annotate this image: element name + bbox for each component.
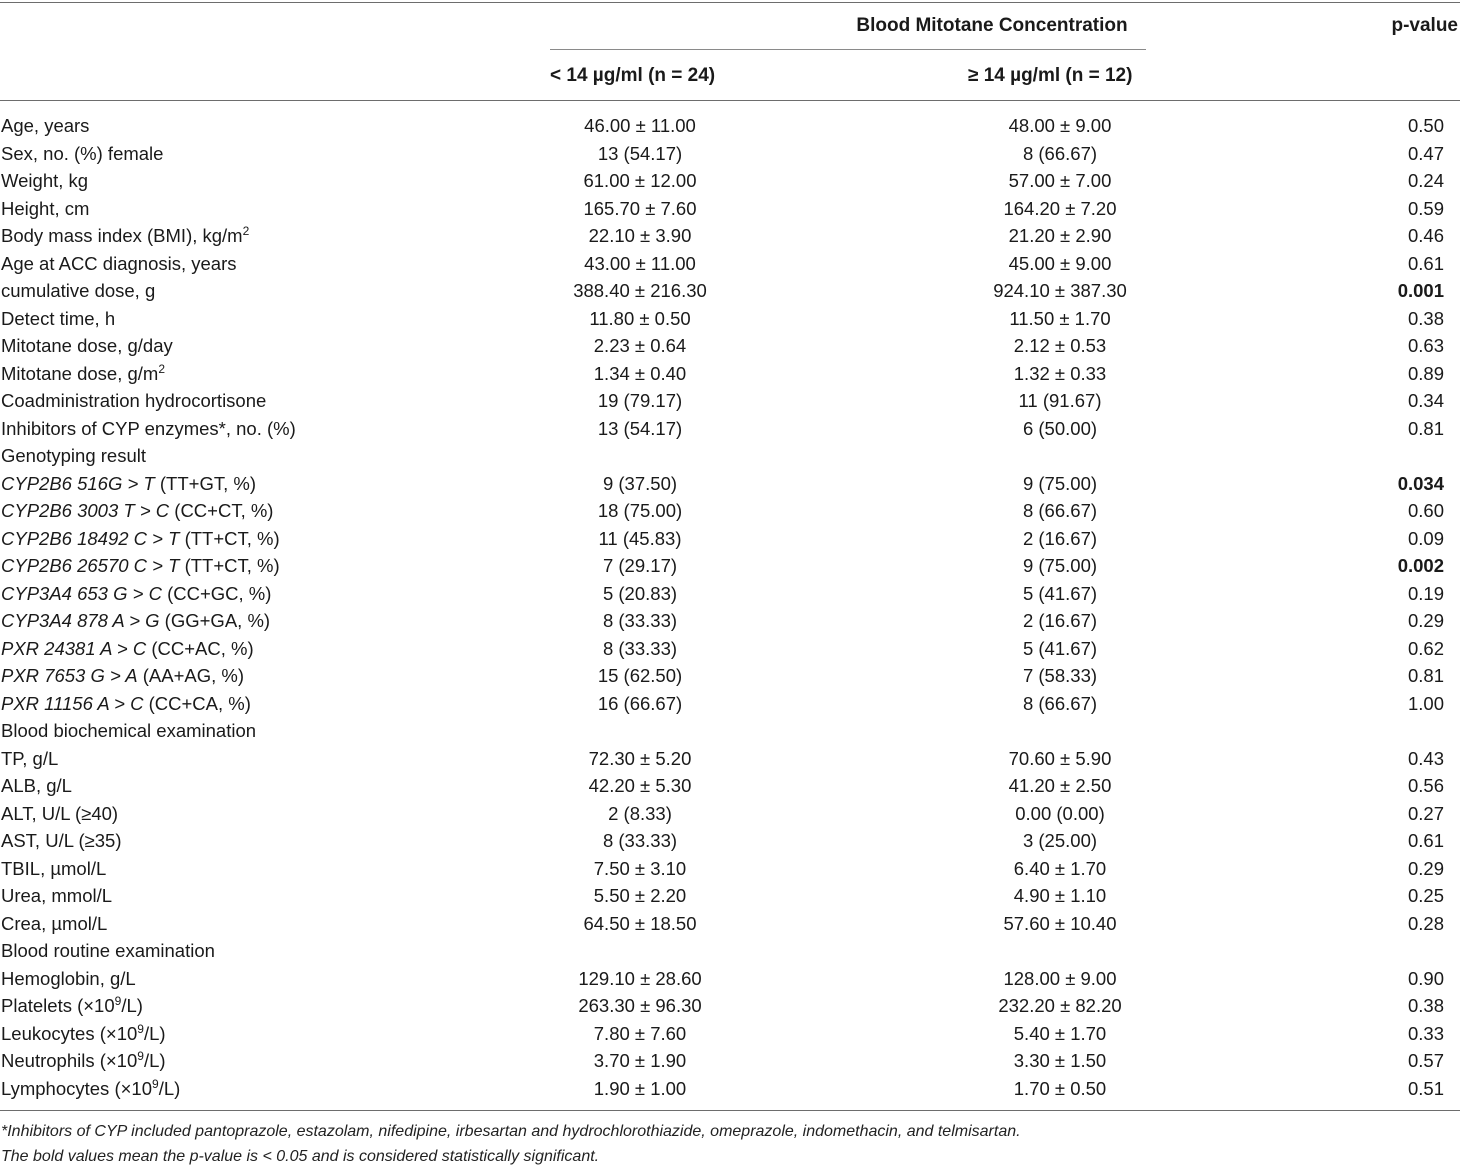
section-label bbox=[1, 442, 146, 470]
p-value: 0.46 bbox=[1407, 225, 1444, 246]
p-value: 0.60 bbox=[1407, 500, 1444, 521]
row-label bbox=[1, 1075, 180, 1103]
p-value: 0.28 bbox=[1407, 912, 1444, 934]
gene-variant: CYP3A4 653 G > C bbox=[1, 582, 162, 604]
row-label-text: (TT+GT, %) bbox=[154, 472, 256, 494]
row-label bbox=[1, 305, 115, 333]
row-label bbox=[1, 965, 136, 993]
gene-variant: PXR 7653 G > A bbox=[1, 665, 138, 686]
row-label bbox=[1, 1047, 166, 1075]
value-low-group: 61.00 ± 12.00 bbox=[583, 170, 697, 191]
table-row bbox=[0, 965, 1460, 993]
table-bottom-rule bbox=[0, 1110, 1460, 1111]
row-label-text: (CC+GC, %) bbox=[161, 582, 272, 604]
table-row bbox=[0, 360, 1460, 388]
gene-variant: PXR 24381 A > C bbox=[1, 637, 147, 659]
row-label bbox=[1, 607, 270, 635]
p-value: 0.61 bbox=[1407, 830, 1444, 851]
gene-variant: CYP2B6 516G > T bbox=[1, 472, 155, 494]
section-label bbox=[1, 937, 215, 965]
table-row bbox=[0, 167, 1460, 195]
row-label bbox=[1, 827, 122, 855]
value-high-group: 57.00 ± 7.00 bbox=[1008, 170, 1112, 191]
row-label bbox=[1, 112, 89, 140]
value-high-group: 2 (16.67) bbox=[1022, 610, 1098, 631]
p-value: 0.57 bbox=[1407, 1050, 1444, 1071]
row-label-text: (CC+CT, %) bbox=[169, 500, 274, 521]
section-row bbox=[0, 442, 1460, 470]
p-value: 0.62 bbox=[1407, 637, 1444, 659]
value-low-group: 22.10 ± 3.90 bbox=[588, 225, 692, 246]
table-row bbox=[0, 635, 1460, 663]
value-high-group: 3 (25.00) bbox=[1022, 830, 1098, 851]
gene-variant: PXR 11156 A > C bbox=[1, 692, 144, 714]
value-low-group: 8 (33.33) bbox=[602, 830, 678, 851]
value-low-group: 8 (33.33) bbox=[602, 637, 678, 659]
row-label bbox=[1, 525, 280, 553]
row-label-text: Inhibitors of CYP enzymes*, no. (%) bbox=[1, 417, 296, 439]
value-low-group: 11.80 ± 0.50 bbox=[589, 307, 691, 329]
p-value: 0.33 bbox=[1407, 1022, 1444, 1044]
value-low-group: 1.34 ± 0.40 bbox=[593, 362, 687, 384]
value-low-group: 388.40 ± 216.30 bbox=[573, 280, 707, 301]
row-label bbox=[1, 690, 251, 718]
value-low-group: 7.50 ± 3.10 bbox=[593, 857, 687, 879]
row-label-text: (TT+CT, %) bbox=[179, 555, 280, 576]
row-label-text: Hemoglobin, g/L bbox=[1, 967, 136, 989]
table-row bbox=[0, 855, 1460, 883]
value-low-group: 2.23 ± 0.64 bbox=[593, 335, 687, 356]
table-top-rule bbox=[0, 2, 1460, 3]
value-high-group: 924.10 ± 387.30 bbox=[993, 280, 1127, 301]
row-label-text: (GG+GA, %) bbox=[159, 610, 271, 631]
table-row bbox=[0, 1020, 1460, 1048]
row-label bbox=[1, 222, 249, 250]
row-label-tail: /L) bbox=[143, 1022, 166, 1044]
p-value: 0.25 bbox=[1407, 885, 1444, 906]
table-row bbox=[0, 305, 1460, 333]
table-row bbox=[0, 415, 1460, 443]
table-row bbox=[0, 800, 1460, 828]
row-label-text: Detect time, h bbox=[1, 307, 116, 329]
table-row bbox=[0, 1047, 1460, 1075]
superscript: 9 bbox=[152, 1076, 159, 1091]
row-label bbox=[1, 662, 244, 690]
value-high-group: 57.60 ± 10.40 bbox=[1003, 912, 1117, 934]
superscript: 9 bbox=[137, 1049, 144, 1063]
table-row bbox=[0, 580, 1460, 608]
value-low-group: 7.80 ± 7.60 bbox=[593, 1022, 687, 1044]
row-label bbox=[1, 195, 89, 223]
value-low-group: 5.50 ± 2.20 bbox=[593, 885, 687, 906]
value-high-group: 5 (41.67) bbox=[1022, 582, 1098, 604]
value-high-group: 8 (66.67) bbox=[1022, 692, 1098, 714]
p-value: 0.89 bbox=[1407, 362, 1444, 384]
value-high-group: 11 (91.67) bbox=[1018, 390, 1102, 411]
gene-variant: CYP2B6 26570 C > T bbox=[1, 555, 180, 576]
row-label-text: cumulative dose, g bbox=[1, 280, 156, 301]
row-label bbox=[1, 497, 273, 525]
value-low-group: 165.70 ± 7.60 bbox=[583, 197, 697, 219]
row-label bbox=[1, 552, 280, 580]
row-label-text: Leukocytes (×10 bbox=[1, 1022, 138, 1044]
row-label-text: Mitotane dose, g/day bbox=[1, 335, 173, 356]
row-label-text: Blood biochemical examination bbox=[1, 720, 257, 741]
row-label bbox=[1, 277, 155, 305]
value-high-group: 5 (41.67) bbox=[1022, 637, 1098, 659]
value-high-group: 128.00 ± 9.00 bbox=[1003, 967, 1117, 989]
value-high-group: 45.00 ± 9.00 bbox=[1008, 252, 1112, 274]
footnote-bold: The bold values mean the p-value is < 0.05 and is considered statistically significant. bbox=[1, 1148, 600, 1165]
row-label bbox=[1, 415, 296, 443]
row-label-text: Urea, mmol/L bbox=[1, 885, 113, 906]
value-high-group: 48.00 ± 9.00 bbox=[1008, 115, 1112, 136]
row-label-text: Platelets (×10 bbox=[1, 995, 115, 1016]
value-high-group: 1.32 ± 0.33 bbox=[1013, 362, 1107, 384]
value-low-group: 129.10 ± 28.60 bbox=[578, 967, 702, 989]
value-low-group: 263.30 ± 96.30 bbox=[578, 995, 702, 1016]
value-high-group: 164.20 ± 7.20 bbox=[1003, 197, 1117, 219]
row-label-text: (CC+CA, %) bbox=[143, 692, 251, 714]
row-label bbox=[1, 387, 266, 415]
row-label-text: Sex, no. (%) female bbox=[1, 142, 164, 164]
gene-variant: CYP2B6 18492 C > T bbox=[1, 527, 180, 549]
row-label bbox=[1, 635, 254, 663]
table-row bbox=[0, 525, 1460, 553]
value-low-group: 13 (54.17) bbox=[597, 142, 683, 164]
row-label-text: (TT+CT, %) bbox=[179, 527, 280, 549]
row-label-text: TBIL, µmol/L bbox=[1, 857, 107, 879]
group-header-rule bbox=[550, 49, 1146, 50]
column-header-high: ≥ 14 µg/ml (n = 12) bbox=[968, 65, 1133, 86]
p-value: 0.59 bbox=[1407, 197, 1444, 219]
row-label bbox=[1, 745, 58, 773]
row-label-text: ALT, U/L (≥40) bbox=[1, 802, 119, 824]
value-low-group: 46.00 ± 11.00 bbox=[584, 115, 696, 136]
value-low-group: 64.50 ± 18.50 bbox=[583, 912, 697, 934]
row-label bbox=[1, 332, 173, 360]
p-value: 1.00 bbox=[1407, 692, 1444, 714]
value-low-group: 42.20 ± 5.30 bbox=[588, 775, 692, 796]
value-low-group: 11 (45.83) bbox=[598, 527, 682, 549]
value-low-group: 16 (66.67) bbox=[597, 692, 683, 714]
superscript: 9 bbox=[137, 1021, 144, 1036]
value-low-group: 2 (8.33) bbox=[608, 802, 672, 824]
table-row bbox=[0, 827, 1460, 855]
table-row bbox=[0, 992, 1460, 1020]
value-low-group: 19 (79.17) bbox=[597, 390, 683, 411]
p-value: 0.29 bbox=[1407, 610, 1444, 631]
group-header: Blood Mitotane Concentration bbox=[856, 15, 1128, 36]
table-row bbox=[0, 910, 1460, 938]
table-row bbox=[0, 690, 1460, 718]
section-row bbox=[0, 717, 1460, 745]
p-value: 0.38 bbox=[1407, 307, 1444, 329]
superscript: 9 bbox=[114, 994, 122, 1008]
row-label bbox=[1, 882, 112, 910]
column-header-low: < 14 µg/ml (n = 24) bbox=[550, 65, 716, 86]
row-label-text: Height, cm bbox=[1, 197, 90, 219]
table-row bbox=[0, 387, 1460, 415]
table-row bbox=[0, 662, 1460, 690]
value-low-group: 3.70 ± 1.90 bbox=[593, 1050, 687, 1071]
value-high-group: 70.60 ± 5.90 bbox=[1008, 747, 1112, 769]
value-high-group: 21.20 ± 2.90 bbox=[1008, 225, 1112, 246]
row-label-text: TP, g/L bbox=[1, 747, 59, 769]
row-label-tail: /L) bbox=[158, 1077, 181, 1099]
value-high-group: 1.70 ± 0.50 bbox=[1013, 1077, 1107, 1099]
superscript: 2 bbox=[242, 224, 250, 238]
row-label-text: Lymphocytes (×10 bbox=[1, 1077, 152, 1099]
table-row bbox=[0, 332, 1460, 360]
row-label bbox=[1, 800, 118, 828]
p-value: 0.001 bbox=[1397, 280, 1444, 301]
table-row bbox=[0, 222, 1460, 250]
table-row bbox=[0, 195, 1460, 223]
row-label-text: Coadministration hydrocortisone bbox=[1, 390, 267, 411]
row-label-text: ALB, g/L bbox=[1, 775, 72, 796]
table-row bbox=[0, 112, 1460, 140]
table-row bbox=[0, 882, 1460, 910]
value-low-group: 15 (62.50) bbox=[597, 665, 683, 686]
row-label bbox=[1, 470, 256, 498]
value-high-group: 8 (66.67) bbox=[1022, 142, 1098, 164]
table-row bbox=[0, 140, 1460, 168]
table-row bbox=[0, 470, 1460, 498]
p-value: 0.24 bbox=[1407, 170, 1444, 191]
p-value: 0.51 bbox=[1407, 1077, 1444, 1099]
row-label bbox=[1, 580, 271, 608]
value-high-group: 2.12 ± 0.53 bbox=[1013, 335, 1107, 356]
table-body bbox=[0, 112, 1460, 1102]
gene-variant: CYP2B6 3003 T > C bbox=[1, 500, 170, 521]
value-high-group: 3.30 ± 1.50 bbox=[1013, 1050, 1107, 1071]
value-high-group: 2 (16.67) bbox=[1022, 527, 1098, 549]
row-label-text: Neutrophils (×10 bbox=[1, 1050, 138, 1071]
value-high-group: 7 (58.33) bbox=[1022, 665, 1098, 686]
value-high-group: 4.90 ± 1.10 bbox=[1013, 885, 1107, 906]
row-label bbox=[1, 1020, 166, 1048]
row-label bbox=[1, 855, 106, 883]
p-value: 0.50 bbox=[1407, 115, 1444, 136]
value-low-group: 72.30 ± 5.20 bbox=[588, 747, 692, 769]
row-label bbox=[1, 992, 143, 1020]
row-label-text: AST, U/L (≥35) bbox=[1, 830, 122, 851]
row-label-text: Blood routine examination bbox=[1, 940, 215, 961]
value-low-group: 8 (33.33) bbox=[602, 610, 678, 631]
row-label bbox=[1, 910, 107, 938]
value-low-group: 1.90 ± 1.00 bbox=[593, 1077, 687, 1099]
gene-variant: CYP3A4 878 A > G bbox=[1, 610, 160, 631]
p-value: 0.56 bbox=[1407, 775, 1444, 796]
p-value: 0.19 bbox=[1407, 582, 1444, 604]
p-value: 0.27 bbox=[1407, 802, 1444, 824]
row-label-text: Weight, kg bbox=[1, 170, 89, 191]
p-value: 0.63 bbox=[1407, 335, 1444, 356]
row-label-text: Age at ACC diagnosis, years bbox=[1, 252, 237, 274]
row-label-tail: /L) bbox=[121, 995, 143, 1016]
table-row bbox=[0, 1075, 1460, 1103]
value-low-group: 7 (29.17) bbox=[602, 555, 678, 576]
row-label bbox=[1, 772, 72, 800]
section-row bbox=[0, 937, 1460, 965]
value-high-group: 11.50 ± 1.70 bbox=[1009, 307, 1111, 329]
row-label-text: Age, years bbox=[1, 115, 90, 136]
header-bottom-rule bbox=[0, 100, 1460, 101]
row-label-text: Body mass index (BMI), kg/m bbox=[1, 225, 243, 246]
p-value: 0.47 bbox=[1407, 142, 1444, 164]
value-high-group: 5.40 ± 1.70 bbox=[1013, 1022, 1107, 1044]
value-high-group: 8 (66.67) bbox=[1022, 500, 1098, 521]
value-low-group: 43.00 ± 11.00 bbox=[584, 252, 696, 274]
value-low-group: 18 (75.00) bbox=[597, 500, 683, 521]
value-high-group: 9 (75.00) bbox=[1022, 555, 1098, 576]
row-label-tail: /L) bbox=[143, 1050, 166, 1071]
row-label-text: Genotyping result bbox=[1, 445, 147, 466]
row-label bbox=[1, 167, 88, 195]
row-label bbox=[1, 360, 165, 388]
value-high-group: 0.00 (0.00) bbox=[1015, 802, 1105, 824]
table-row bbox=[0, 497, 1460, 525]
table-row bbox=[0, 772, 1460, 800]
table-row bbox=[0, 277, 1460, 305]
p-value: 0.81 bbox=[1407, 665, 1444, 686]
p-value: 0.38 bbox=[1407, 995, 1444, 1016]
p-value: 0.61 bbox=[1407, 252, 1444, 274]
p-value: 0.90 bbox=[1407, 967, 1444, 989]
table-row bbox=[0, 250, 1460, 278]
value-low-group: 5 (20.83) bbox=[602, 582, 678, 604]
value-high-group: 6 (50.00) bbox=[1022, 417, 1098, 439]
row-label-text: (AA+AG, %) bbox=[137, 665, 245, 686]
row-label-text: (CC+AC, %) bbox=[146, 637, 254, 659]
value-high-group: 9 (75.00) bbox=[1022, 472, 1098, 494]
table-row bbox=[0, 745, 1460, 773]
section-label bbox=[1, 717, 256, 745]
footnote-inhibitors: *Inhibitors of CYP included pantoprazole, estazolam, nifedipine, irbesartan and hydrochlorothiazide, omeprazole, indomethacin, and telmisartan. bbox=[1, 1123, 1021, 1140]
table-row bbox=[0, 607, 1460, 635]
row-label bbox=[1, 140, 163, 168]
p-value: 0.29 bbox=[1407, 857, 1444, 879]
value-low-group: 9 (37.50) bbox=[602, 472, 678, 494]
row-label bbox=[1, 250, 237, 278]
row-label-text: Mitotane dose, g/m bbox=[1, 362, 159, 384]
p-value: 0.81 bbox=[1407, 417, 1444, 439]
p-value: 0.43 bbox=[1407, 747, 1444, 769]
p-value: 0.034 bbox=[1397, 472, 1444, 494]
value-high-group: 41.20 ± 2.50 bbox=[1008, 775, 1112, 796]
value-high-group: 232.20 ± 82.20 bbox=[998, 995, 1122, 1016]
row-label-text: Crea, µmol/L bbox=[1, 912, 108, 934]
value-high-group: 6.40 ± 1.70 bbox=[1013, 857, 1107, 879]
p-value: 0.09 bbox=[1407, 527, 1444, 549]
p-value: 0.002 bbox=[1397, 555, 1444, 576]
pvalue-header: p-value bbox=[1391, 15, 1458, 36]
superscript: 2 bbox=[158, 361, 166, 376]
p-value: 0.34 bbox=[1407, 390, 1444, 411]
table-row bbox=[0, 552, 1460, 580]
value-low-group: 13 (54.17) bbox=[597, 417, 683, 439]
